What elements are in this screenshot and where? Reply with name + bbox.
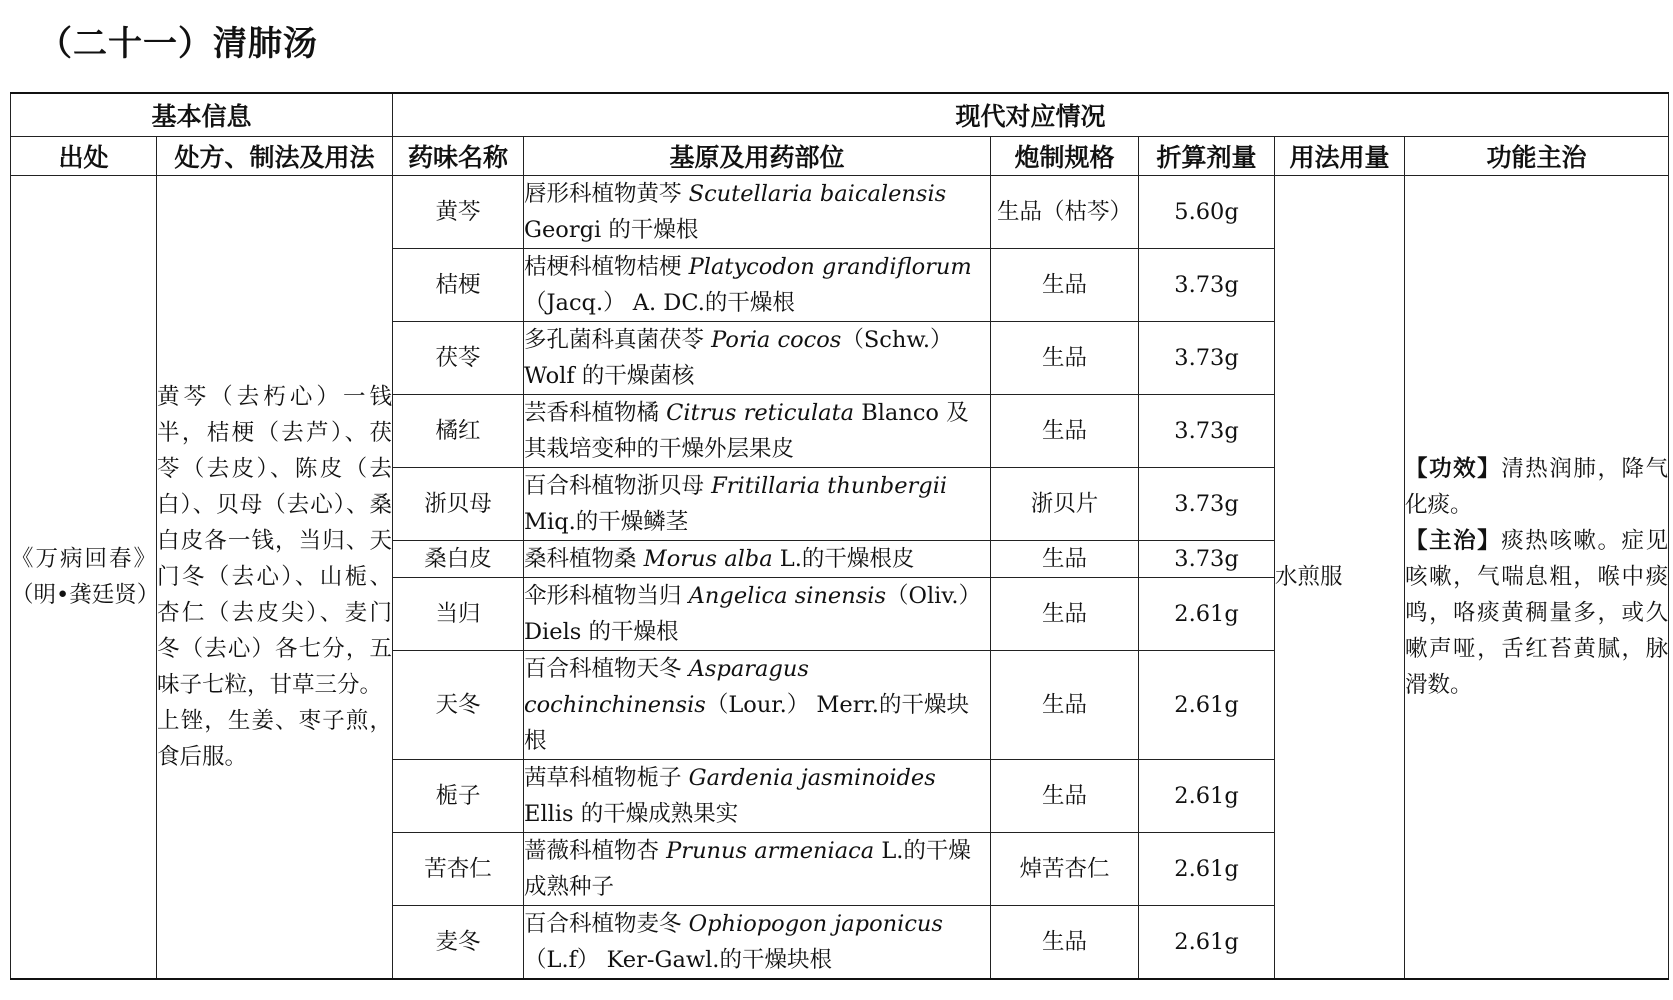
efficacy-label: 【功效】: [1405, 456, 1502, 482]
source-text: 芸香科植物橘: [524, 400, 667, 426]
processing-cell: 生品: [991, 760, 1139, 833]
formula-table: [10, 92, 1669, 980]
dose-cell: 3.73g: [1139, 322, 1275, 395]
source-text: （Oliv.） Diels 的干燥根: [524, 583, 982, 645]
recipe-cell: [157, 176, 393, 980]
herb-source-cell: [524, 760, 991, 833]
source-text: L.的干燥成熟种子: [524, 838, 971, 900]
efficacy-text: [1405, 451, 1668, 523]
processing-cell: 浙贝片: [991, 468, 1139, 541]
herb-name-cell: 栀子: [393, 760, 524, 833]
dose-cell: 3.73g: [1139, 395, 1275, 468]
source-text: 桑科植物桑: [524, 546, 644, 572]
herb-name-cell: 麦冬: [393, 906, 524, 980]
herb-name-cell: 当归: [393, 578, 524, 651]
usage-cell: 水煎服: [1275, 176, 1405, 980]
table-row: [11, 176, 1669, 249]
processing-cell: 生品: [991, 249, 1139, 322]
latin-name: Poria cocos: [711, 327, 842, 353]
herb-source-cell: [524, 578, 991, 651]
column-header-processing: 炮制规格: [991, 137, 1139, 176]
source-text: L.的干燥根皮: [772, 546, 915, 572]
source-text: 伞形科植物当归: [524, 583, 689, 609]
herb-source-cell: [524, 468, 991, 541]
latin-name: Platycodon grandiflorum: [688, 254, 972, 280]
dose-cell: 5.60g: [1139, 176, 1275, 249]
latin-name: Ophiopogon japonicus: [688, 911, 943, 937]
herb-source-cell: [524, 833, 991, 906]
source-text: Ellis 的干燥成熟果实: [524, 801, 739, 827]
source-text: 桔梗科植物桔梗: [524, 254, 689, 280]
page-title: （二十一）清肺汤: [38, 24, 318, 64]
column-header-function: 功能主治: [1405, 137, 1669, 176]
efficacy-value: 清热润肺，降气化痰。: [1405, 456, 1669, 518]
processing-cell: 生品: [991, 578, 1139, 651]
source-text: Miq.的干燥鳞茎: [524, 509, 689, 535]
column-header-usage: 用法用量: [1275, 137, 1405, 176]
herb-source-cell: [524, 249, 991, 322]
indication-text: [1405, 523, 1668, 703]
herb-name-cell: 桔梗: [393, 249, 524, 322]
column-header-herb-name: 药味名称: [393, 137, 524, 176]
herb-name-cell: 苦杏仁: [393, 833, 524, 906]
source-text: 百合科植物麦冬: [524, 911, 689, 937]
group-header-basic: 基本信息: [11, 93, 393, 137]
recipe-instructions: 上锉，生姜、枣子煎，食后服。: [157, 708, 393, 770]
dose-cell: 3.73g: [1139, 541, 1275, 578]
source-text: 茜草科植物栀子: [524, 765, 689, 791]
source-text: （Lour.） Merr.的干燥块根: [524, 692, 969, 754]
herb-source-cell: [524, 541, 991, 578]
processing-cell: 生品: [991, 906, 1139, 980]
herb-source-cell: [524, 176, 991, 249]
dose-cell: 2.61g: [1139, 651, 1275, 760]
recipe-text: 黄芩（去朽心）一钱半，桔梗（去芦）、茯苓（去皮）、陈皮（去白）、贝母（去心）、桑白皮各一钱，当归、天门冬（去心）、山栀、杏仁（去皮尖）、麦门冬（去心）各七分，五味子七粒，甘草三分。: [157, 384, 393, 698]
latin-name: Fritillaria thunbergii: [711, 473, 948, 499]
latin-name: Gardenia jasminoides: [688, 765, 936, 791]
latin-name: Scutellaria baicalensis: [688, 181, 947, 207]
latin-name: Asparagus cochinchinensis: [524, 656, 809, 718]
indication-label: 【主治】: [1405, 528, 1502, 554]
latin-name: Angelica sinensis: [688, 583, 887, 609]
herb-name-cell: 茯苓: [393, 322, 524, 395]
herb-name-cell: 桑白皮: [393, 541, 524, 578]
herb-name-cell: 浙贝母: [393, 468, 524, 541]
processing-cell: 生品: [991, 322, 1139, 395]
column-header-dose: 折算剂量: [1139, 137, 1275, 176]
dose-cell: 3.73g: [1139, 249, 1275, 322]
herb-name-cell: 橘红: [393, 395, 524, 468]
source-text: 蔷薇科植物杏: [524, 838, 667, 864]
latin-name: Citrus reticulata: [666, 400, 855, 426]
herb-name-cell: 天冬: [393, 651, 524, 760]
column-header-recipe: 处方、制法及用法: [157, 137, 393, 176]
column-header-origin: 出处: [11, 137, 157, 176]
processing-cell: 生品: [991, 541, 1139, 578]
herb-source-cell: [524, 395, 991, 468]
herb-source-cell: [524, 322, 991, 395]
latin-name: Prunus armeniaca: [666, 838, 875, 864]
herb-name-cell: 黄芩: [393, 176, 524, 249]
indication-value: 痰热咳嗽。症见咳嗽，气喘息粗，喉中痰鸣，咯痰黄稠量多，或久嗽声哑，舌红苔黄腻，脉滑数。: [1405, 528, 1669, 698]
function-cell: [1405, 176, 1669, 980]
dose-cell: 2.61g: [1139, 833, 1275, 906]
source-text: Blanco 及其栽培变种的干燥外层果皮: [524, 400, 969, 462]
source-text: 百合科植物浙贝母: [524, 473, 712, 499]
herb-source-cell: [524, 651, 991, 760]
dose-cell: 3.73g: [1139, 468, 1275, 541]
source-text: （Schw.） Wolf 的干燥菌核: [524, 327, 953, 389]
source-text: 多孔菌科真菌茯苓: [524, 327, 712, 353]
dose-cell: 2.61g: [1139, 578, 1275, 651]
processing-cell: 生品: [991, 651, 1139, 760]
processing-cell: 生品: [991, 395, 1139, 468]
processing-cell: 生品（枯芩）: [991, 176, 1139, 249]
dose-cell: 2.61g: [1139, 906, 1275, 980]
source-text: 百合科植物天冬: [524, 656, 689, 682]
source-text: （L.f） Ker-Gawl.的干燥块根: [524, 947, 832, 973]
latin-name: Morus alba: [643, 546, 773, 572]
dose-cell: 2.61g: [1139, 760, 1275, 833]
source-text: 唇形科植物黄芩: [524, 181, 689, 207]
column-header-source: 基原及用药部位: [524, 137, 991, 176]
group-header-modern: 现代对应情况: [393, 93, 1669, 137]
origin-cell: 《万病回春》（明•龚廷贤）: [11, 176, 157, 980]
source-text: （Jacq.） A. DC.的干燥根: [524, 290, 795, 316]
source-text: Georgi 的干燥根: [524, 217, 699, 243]
herb-source-cell: [524, 906, 991, 980]
processing-cell: 焯苦杏仁: [991, 833, 1139, 906]
